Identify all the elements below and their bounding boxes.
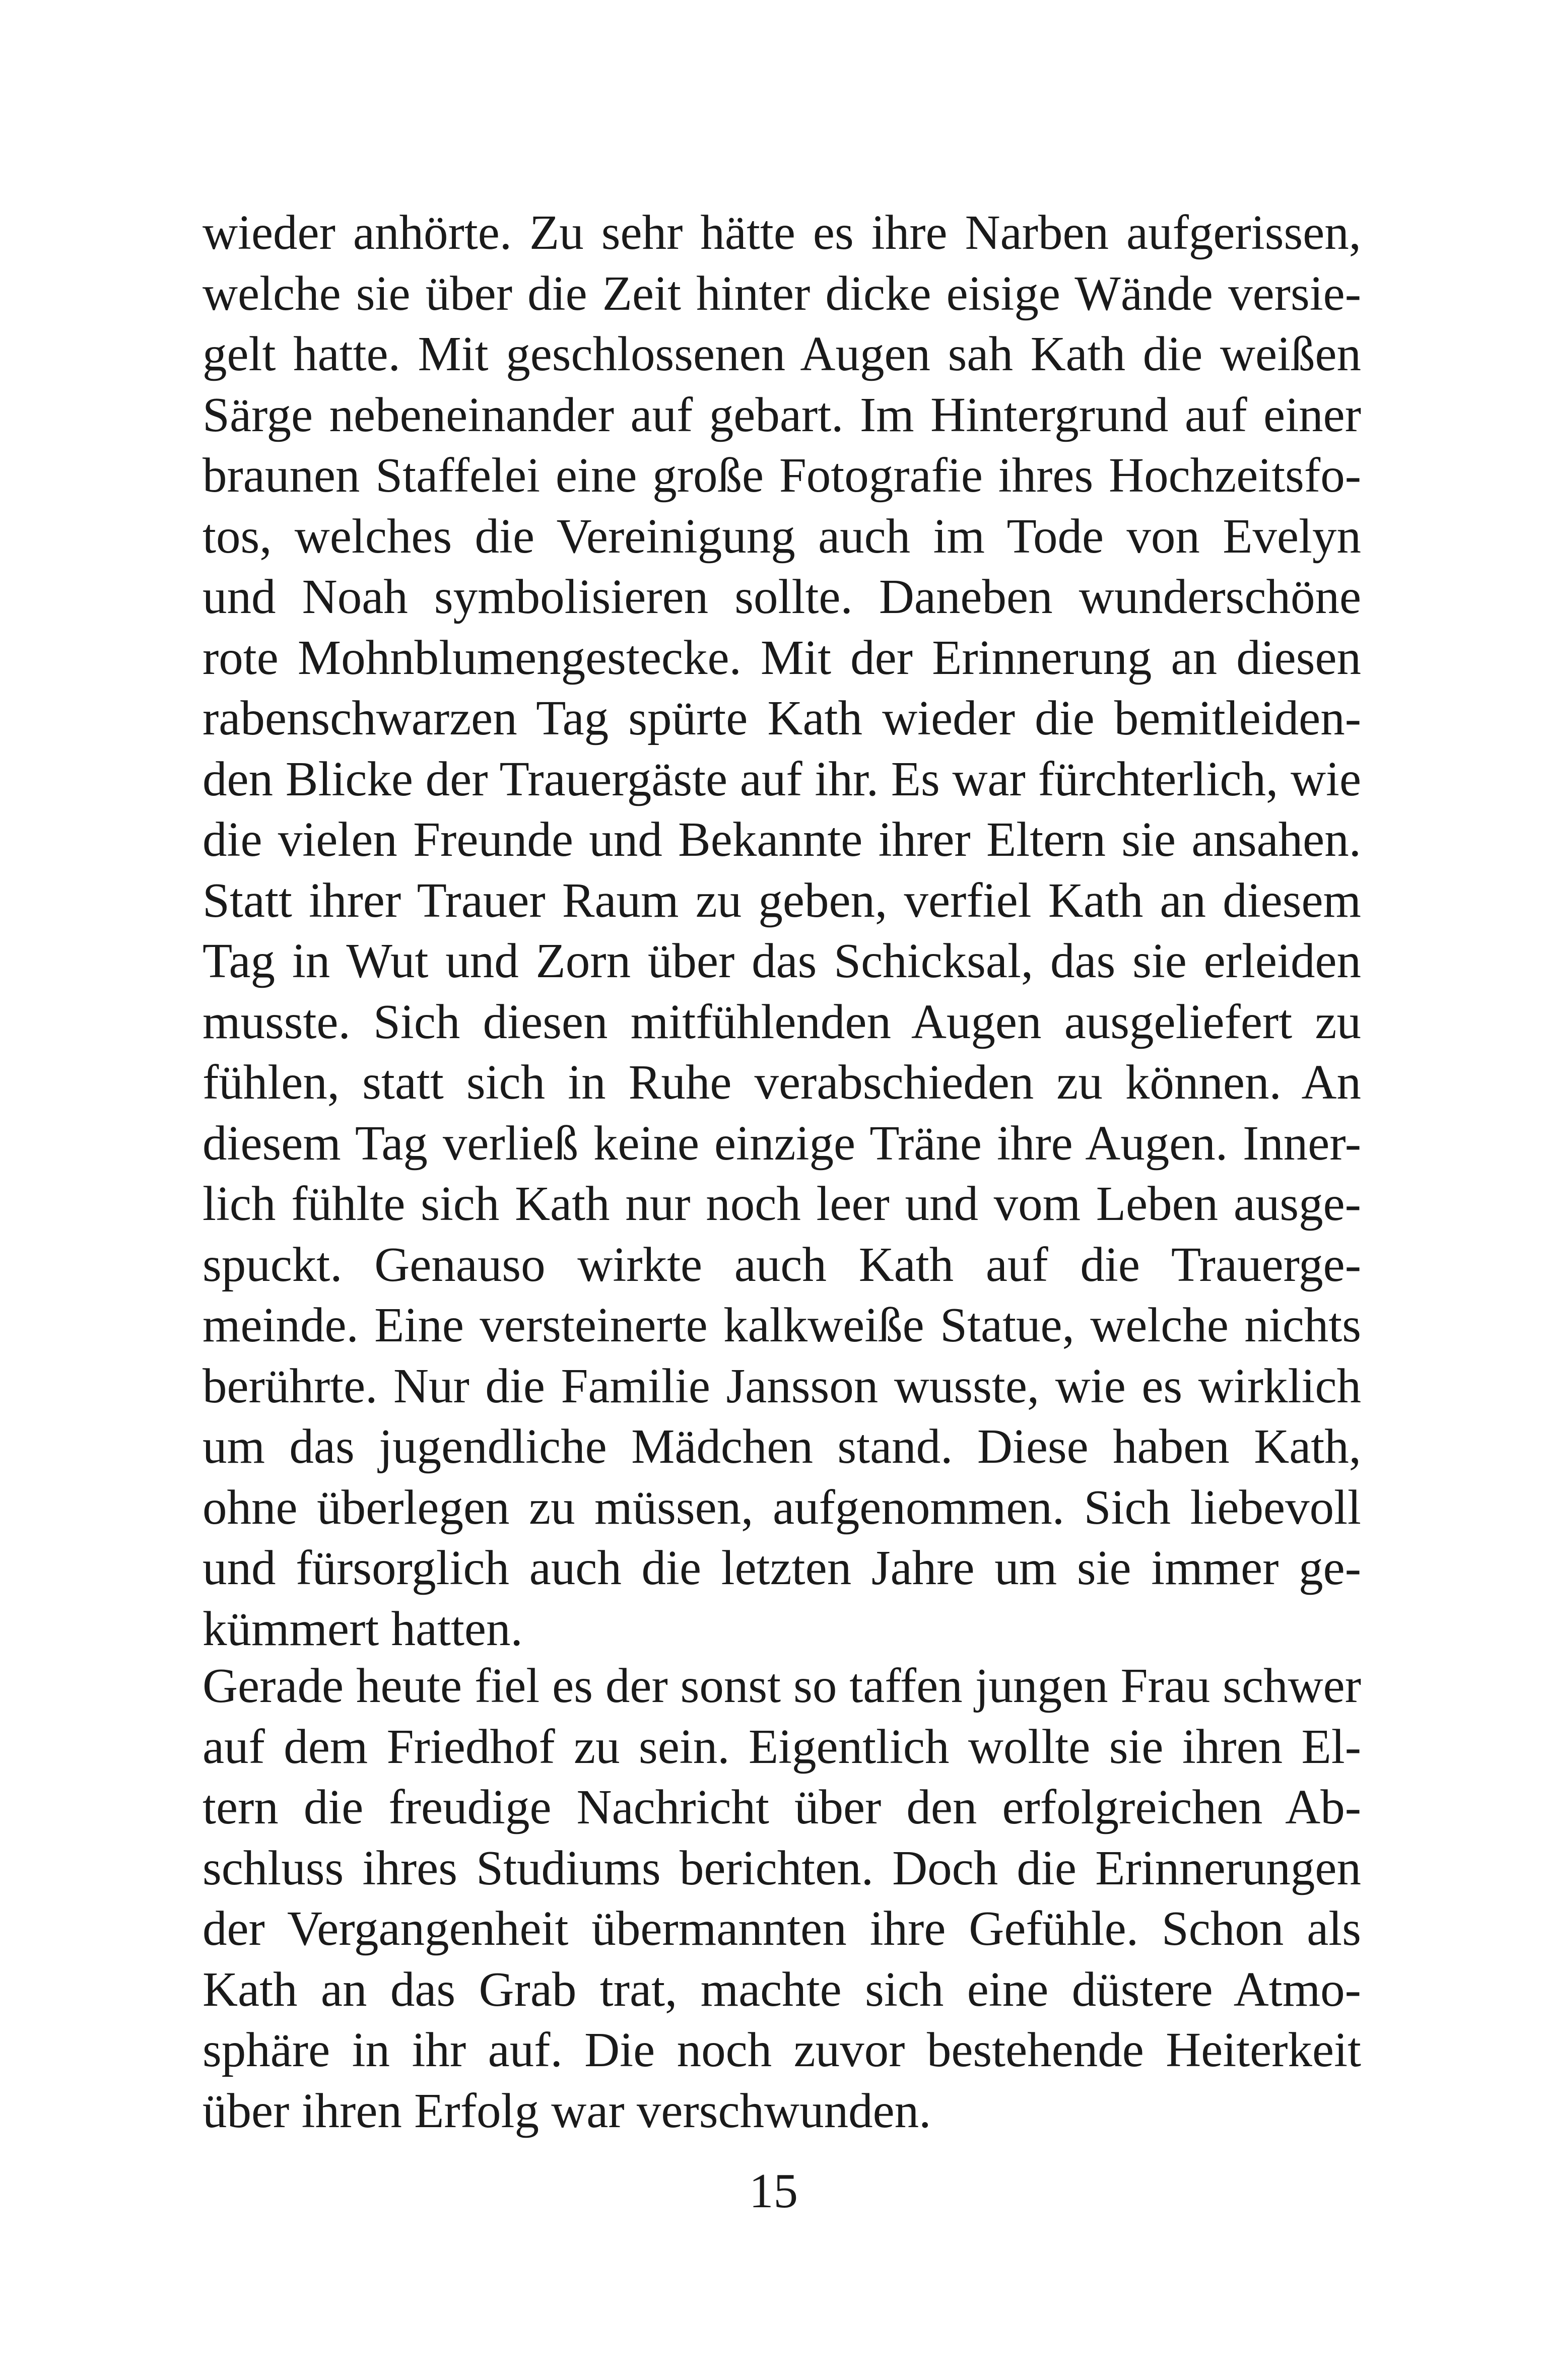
text-line: rabenschwarzen Tag spürte Kath wieder die bemitleiden-	[203, 691, 1361, 745]
text-line: spuckt. Genauso wirkte auch Kath auf die Trauerge-	[203, 1237, 1361, 1291]
text-line: der Vergangenheit übermannten ihre Gefühle. Schon als	[203, 1901, 1361, 1955]
page-number: 15	[749, 2164, 798, 2218]
text-line: Statt ihrer Trauer Raum zu geben, verfiel Kath an diesem	[203, 873, 1361, 927]
text-line: die vielen Freunde und Bekannte ihrer Eltern sie ansahen.	[203, 812, 1361, 866]
text-line: sphäre in ihr auf. Die noch zuvor bestehende Heiterkeit	[203, 2023, 1361, 2077]
text-line: Tag in Wut und Zorn über das Schicksal, das sie erleiden	[203, 934, 1361, 988]
text-line: tos, welches die Vereinigung auch im Tode von Evelyn	[203, 509, 1361, 563]
text-line: fühlen, statt sich in Ruhe verabschieden zu können. An	[203, 1055, 1361, 1109]
text-line: welche sie über die Zeit hinter dicke eisige Wände versie-	[203, 266, 1361, 320]
text-line: lich fühlte sich Kath nur noch leer und vom Leben ausge-	[203, 1177, 1361, 1231]
text-line: Särge nebeneinander auf gebart. Im Hintergrund auf einer	[203, 387, 1361, 442]
text-line: gelt hatte. Mit geschlossenen Augen sah Kath die weißen	[203, 327, 1361, 381]
text-line: und fürsorglich auch die letzten Jahre um sie immer ge-	[203, 1541, 1361, 1595]
text-line: schluss ihres Studiums berichten. Doch die Erinnerungen	[203, 1841, 1361, 1895]
text-line: wieder anhörte. Zu sehr hätte es ihre Narben aufgerissen,	[203, 206, 1361, 259]
text-line: kümmert hatten.	[203, 1601, 523, 1656]
text-line: den Blicke der Trauergäste auf ihr. Es war fürchterlich, wie	[203, 752, 1361, 806]
text-line: rote Mohnblumengestecke. Mit der Erinnerung an diesen	[203, 630, 1361, 685]
text-line: braunen Staffelei eine große Fotografie ihres Hochzeitsfo-	[203, 448, 1361, 502]
text-line: ohne überlegen zu müssen, aufgenommen. Sich liebevoll	[203, 1480, 1361, 1534]
text-line: tern die freudige Nachricht über den erfolgreichen Ab-	[203, 1780, 1361, 1834]
text-line: musste. Sich diesen mitfühlenden Augen ausgeliefert zu	[203, 994, 1361, 1049]
text-line: auf dem Friedhof zu sein. Eigentlich wollte sie ihren El-	[203, 1719, 1361, 1774]
text-line: und Noah symbolisieren sollte. Daneben wunderschöne	[203, 570, 1361, 624]
text-line: Gerade heute fiel es der sonst so taffen jungen Frau schwer	[203, 1659, 1361, 1713]
paragraph-2	[203, 1656, 1361, 2141]
text-line: diesem Tag verließ keine einzige Träne ihre Augen. Inner-	[203, 1116, 1361, 1170]
text-line: über ihren Erfolg war verschwunden.	[203, 2083, 931, 2138]
text-line: meinde. Eine versteinerte kalkweiße Statue, welche nichts	[203, 1298, 1361, 1352]
text-line: berührte. Nur die Familie Jansson wusste, wie es wirklich	[203, 1358, 1361, 1413]
text-line: Kath an das Grab trat, machte sich eine düstere Atmo-	[203, 1962, 1361, 2016]
paragraph-1	[203, 202, 1361, 1659]
text-line: um das jugendliche Mädchen stand. Diese haben Kath,	[203, 1419, 1361, 1473]
